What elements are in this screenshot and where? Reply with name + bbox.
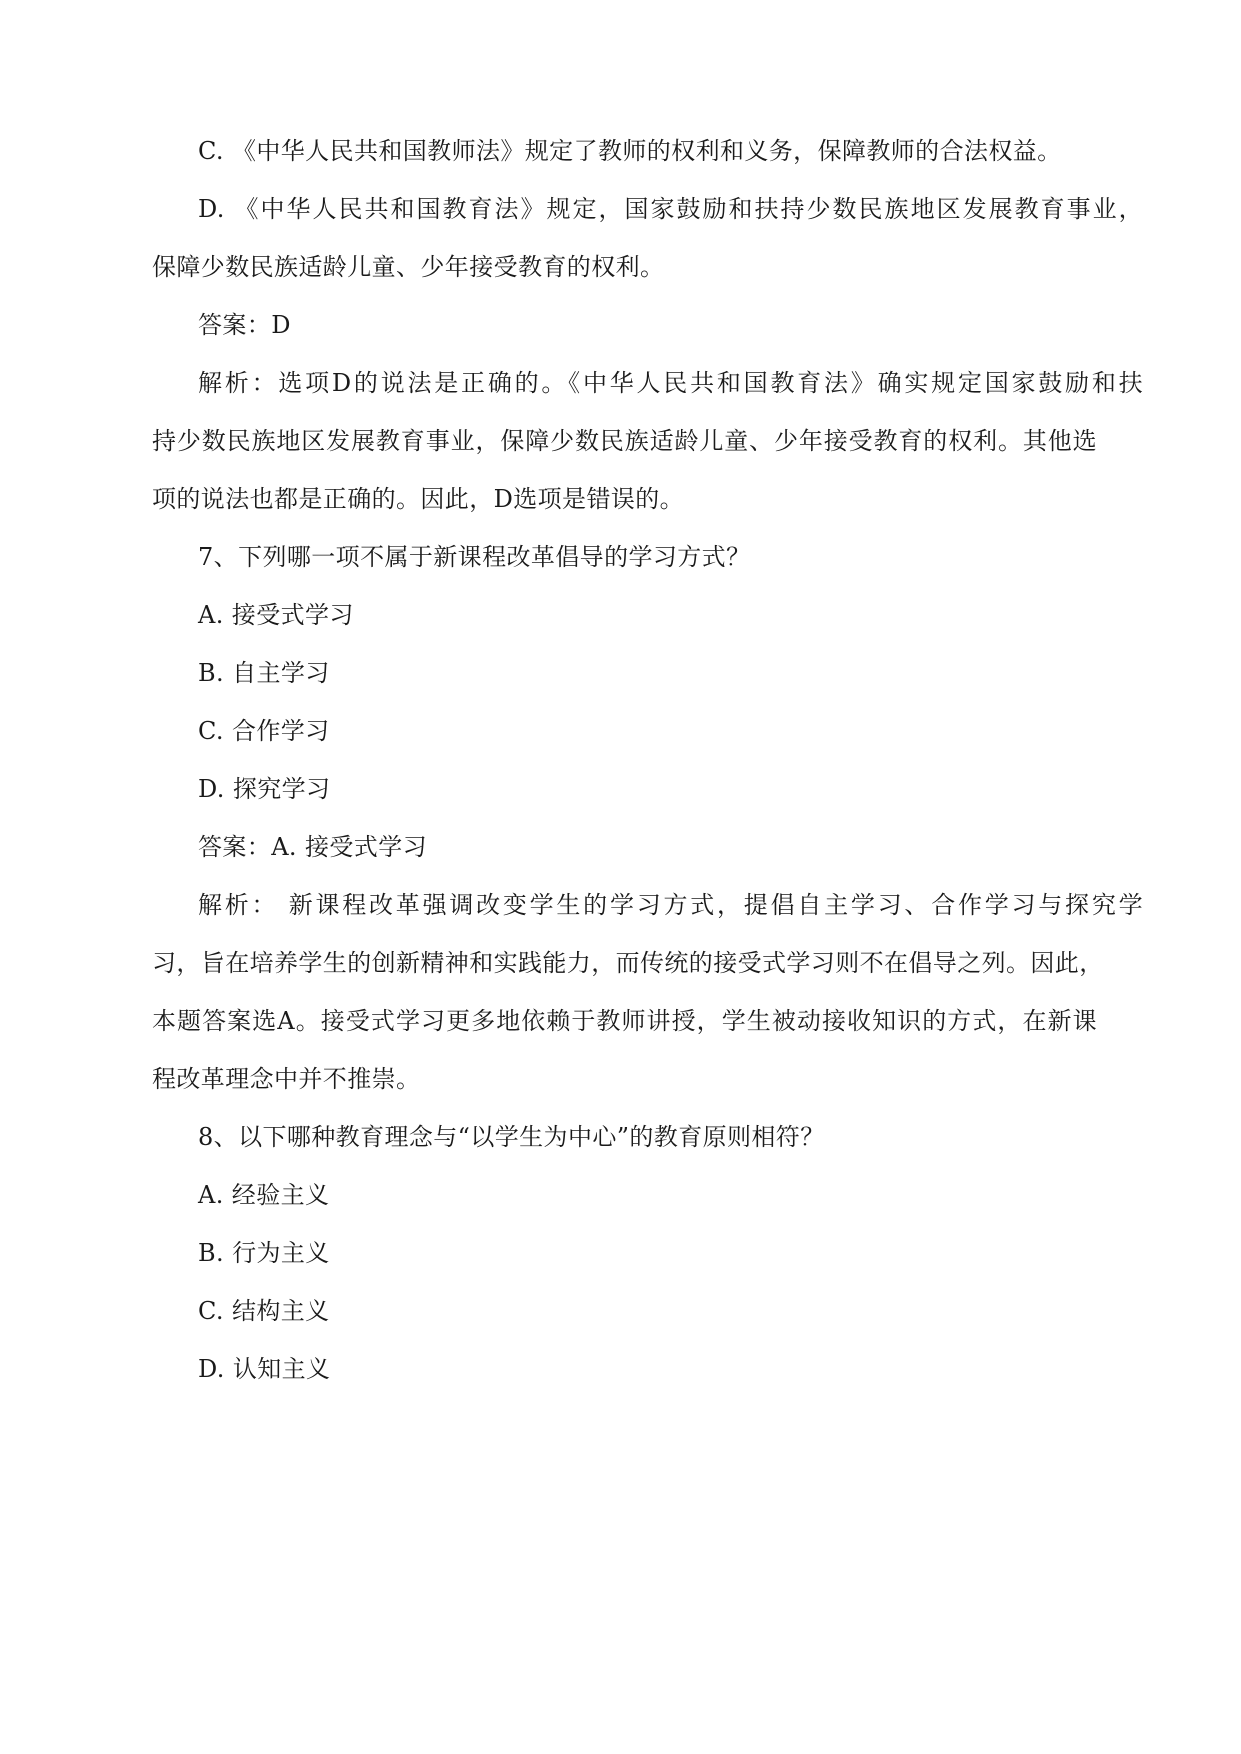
option-c-q6: C. 《中华人民共和国教师法》规定了教师的权利和义务，保障教师的合法权益。 — [198, 137, 1062, 165]
explanation-q7-line-1: 解析： 新课程改革强调改变学生的学习方式，提倡自主学习、合作学习与探究学 — [198, 891, 1143, 919]
question-8: 8、以下哪种教育理念与“以学生为中心”的教育原则相符？ — [198, 1123, 825, 1151]
explanation-q7-line-2: 习，旨在培养学生的创新精神和实践能力，而传统的接受式学习则不在倡导之列。因此， — [152, 949, 1104, 977]
explanation-q7-line-4: 程改革理念中并不推崇。 — [152, 1065, 421, 1093]
option-b-q7: B. 自主学习 — [198, 659, 330, 687]
answer-q6: 答案：D — [198, 311, 291, 339]
option-a-q7: A. 接受式学习 — [198, 601, 354, 629]
explanation-q6-line-3: 项的说法也都是正确的。因此，D选项是错误的。 — [152, 485, 685, 513]
explanation-q6-line-2: 持少数民族地区发展教育事业，保障少数民族适龄儿童、少年接受教育的权利。其他选 — [152, 427, 1097, 455]
option-d-q6-line-2: 保障少数民族适龄儿童、少年接受教育的权利。 — [152, 253, 665, 281]
question-7: 7、下列哪一项不属于新课程改革倡导的学习方式？ — [198, 543, 751, 571]
option-c-q7: C. 合作学习 — [198, 717, 330, 745]
option-d-q7: D. 探究学习 — [198, 775, 331, 803]
explanation-q6-line-1: 解析：选项D的说法是正确的。《中华人民共和国教育法》确实规定国家鼓励和扶 — [198, 369, 1143, 397]
option-d-q6-line-1: D. 《中华人民共和国教育法》规定，国家鼓励和扶持少数民族地区发展教育事业， — [198, 195, 1143, 223]
option-a-q8: A. 经验主义 — [198, 1181, 330, 1209]
option-c-q8: C. 结构主义 — [198, 1297, 330, 1325]
option-d-q8: D. 认知主义 — [198, 1355, 331, 1383]
answer-q7: 答案：A. 接受式学习 — [198, 833, 427, 861]
option-b-q8: B. 行为主义 — [198, 1239, 330, 1267]
explanation-q7-line-3: 本题答案选A。接受式学习更多地依赖于教师讲授，学生被动接收知识的方式，在新课 — [152, 1007, 1097, 1035]
